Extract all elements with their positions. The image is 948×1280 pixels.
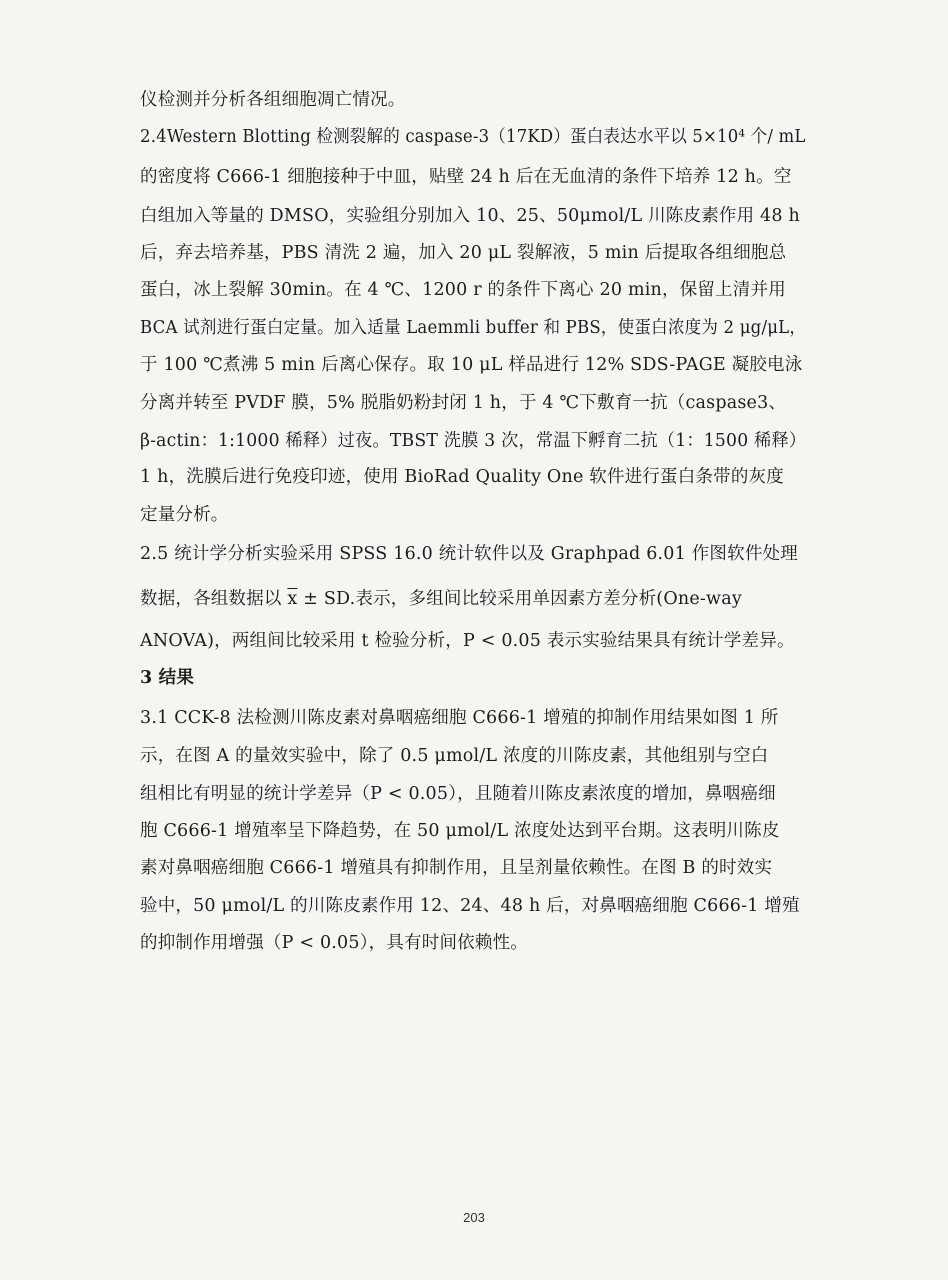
text-line: β-actin：1:1000 稀释）过夜。TBST 洗膜 3 次，常温下孵育二抗（1：1500 稀释） <box>140 431 807 451</box>
text-line: ANOVA)，两组间比较采用 t 检验分析，P < 0.05 表示实验结果具有统计学差异。 <box>140 631 795 651</box>
text-line: 胞 C666-1 增殖率呈下降趋势，在 50 μmol/L 浓度处达到平台期。这表明川陈皮 <box>140 821 780 841</box>
section-heading: 3 结果 <box>140 668 195 688</box>
text-line: 示，在图 A 的量效实验中，除了 0.5 μmol/L 浓度的川陈皮素，其他组别与空白 <box>140 746 769 766</box>
text-line: 蛋白，冰上裂解 30min。在 4 ℃、1200 r 的条件下离心 20 min，保留上清并用 <box>140 280 786 300</box>
text-line: 的抑制作用增强（P < 0.05），具有时间依赖性。 <box>140 933 528 953</box>
text-line: 3.1 CCK-8 法检测川陈皮素对鼻咽癌细胞 C666-1 增殖的抑制作用结果如图 1 所 <box>140 708 779 728</box>
page-number: 203 <box>463 1210 485 1225</box>
text-line: 1 h，洗膜后进行免疫印迹，使用 BioRad Quality One 软件进行蛋白条带的灰度 <box>140 467 784 487</box>
text-line: 分离并转至 PVDF 膜，5% 脱脂奶粉封闭 1 h，于 4 ℃下敷育一抗（caspase3、 <box>140 393 787 413</box>
text-line <box>140 591 742 609</box>
mean-symbol: $\overline{x}$ <box>287 589 298 609</box>
text-line: 定量分析。 <box>140 505 229 525</box>
text-line: 验中，50 μmol/L 的川陈皮素作用 12、24、48 h 后，对鼻咽癌细胞 C666-1 增殖 <box>140 896 800 916</box>
text-line: 仪检测并分析各组细胞凋亡情况。 <box>140 90 406 110</box>
text-line: 的密度将 C666-1 细胞接种于中皿，贴壁 24 h 后在无血清的条件下培养 12 h。空 <box>140 167 792 187</box>
text-line: 于 100 ℃煮沸 5 min 后离心保存。取 10 μL 样品进行 12% SDS-PAGE 凝胶电泳 <box>140 355 803 375</box>
text-segment: ± SD.表示，多组间比较采用单因素方差分析(One-way <box>297 589 742 609</box>
text-line: 2.4Western Blotting 检测裂解的 caspase-3（17KD）蛋白表达水平以 5×10⁴ 个/ mL <box>140 127 806 147</box>
text-line: 后，弃去培养基，PBS 清洗 2 遍，加入 20 μL 裂解液，5 min 后提取各组细胞总 <box>140 243 787 263</box>
text-line: 组相比有明显的统计学差异（P < 0.05），且随着川陈皮素浓度的增加，鼻咽癌细 <box>140 784 776 804</box>
text-line: 白组加入等量的 DMSO，实验组分别加入 10、25、50μmol/L 川陈皮素作用 48 h <box>140 206 800 226</box>
text-line: BCA 试剂进行蛋白定量。加入适量 Laemmli buffer 和 PBS，使蛋白浓度为 2 μg/μL， <box>140 318 807 338</box>
text-line: 2.5 统计学分析实验采用 SPSS 16.0 统计软件以及 Graphpad 6.01 作图软件处理 <box>140 544 798 564</box>
text-line: 素对鼻咽癌细胞 C666-1 增殖具有抑制作用，且呈剂量依赖性。在图 B 的时效实 <box>140 858 773 878</box>
text-segment: 数据，各组数据以 <box>140 589 288 609</box>
